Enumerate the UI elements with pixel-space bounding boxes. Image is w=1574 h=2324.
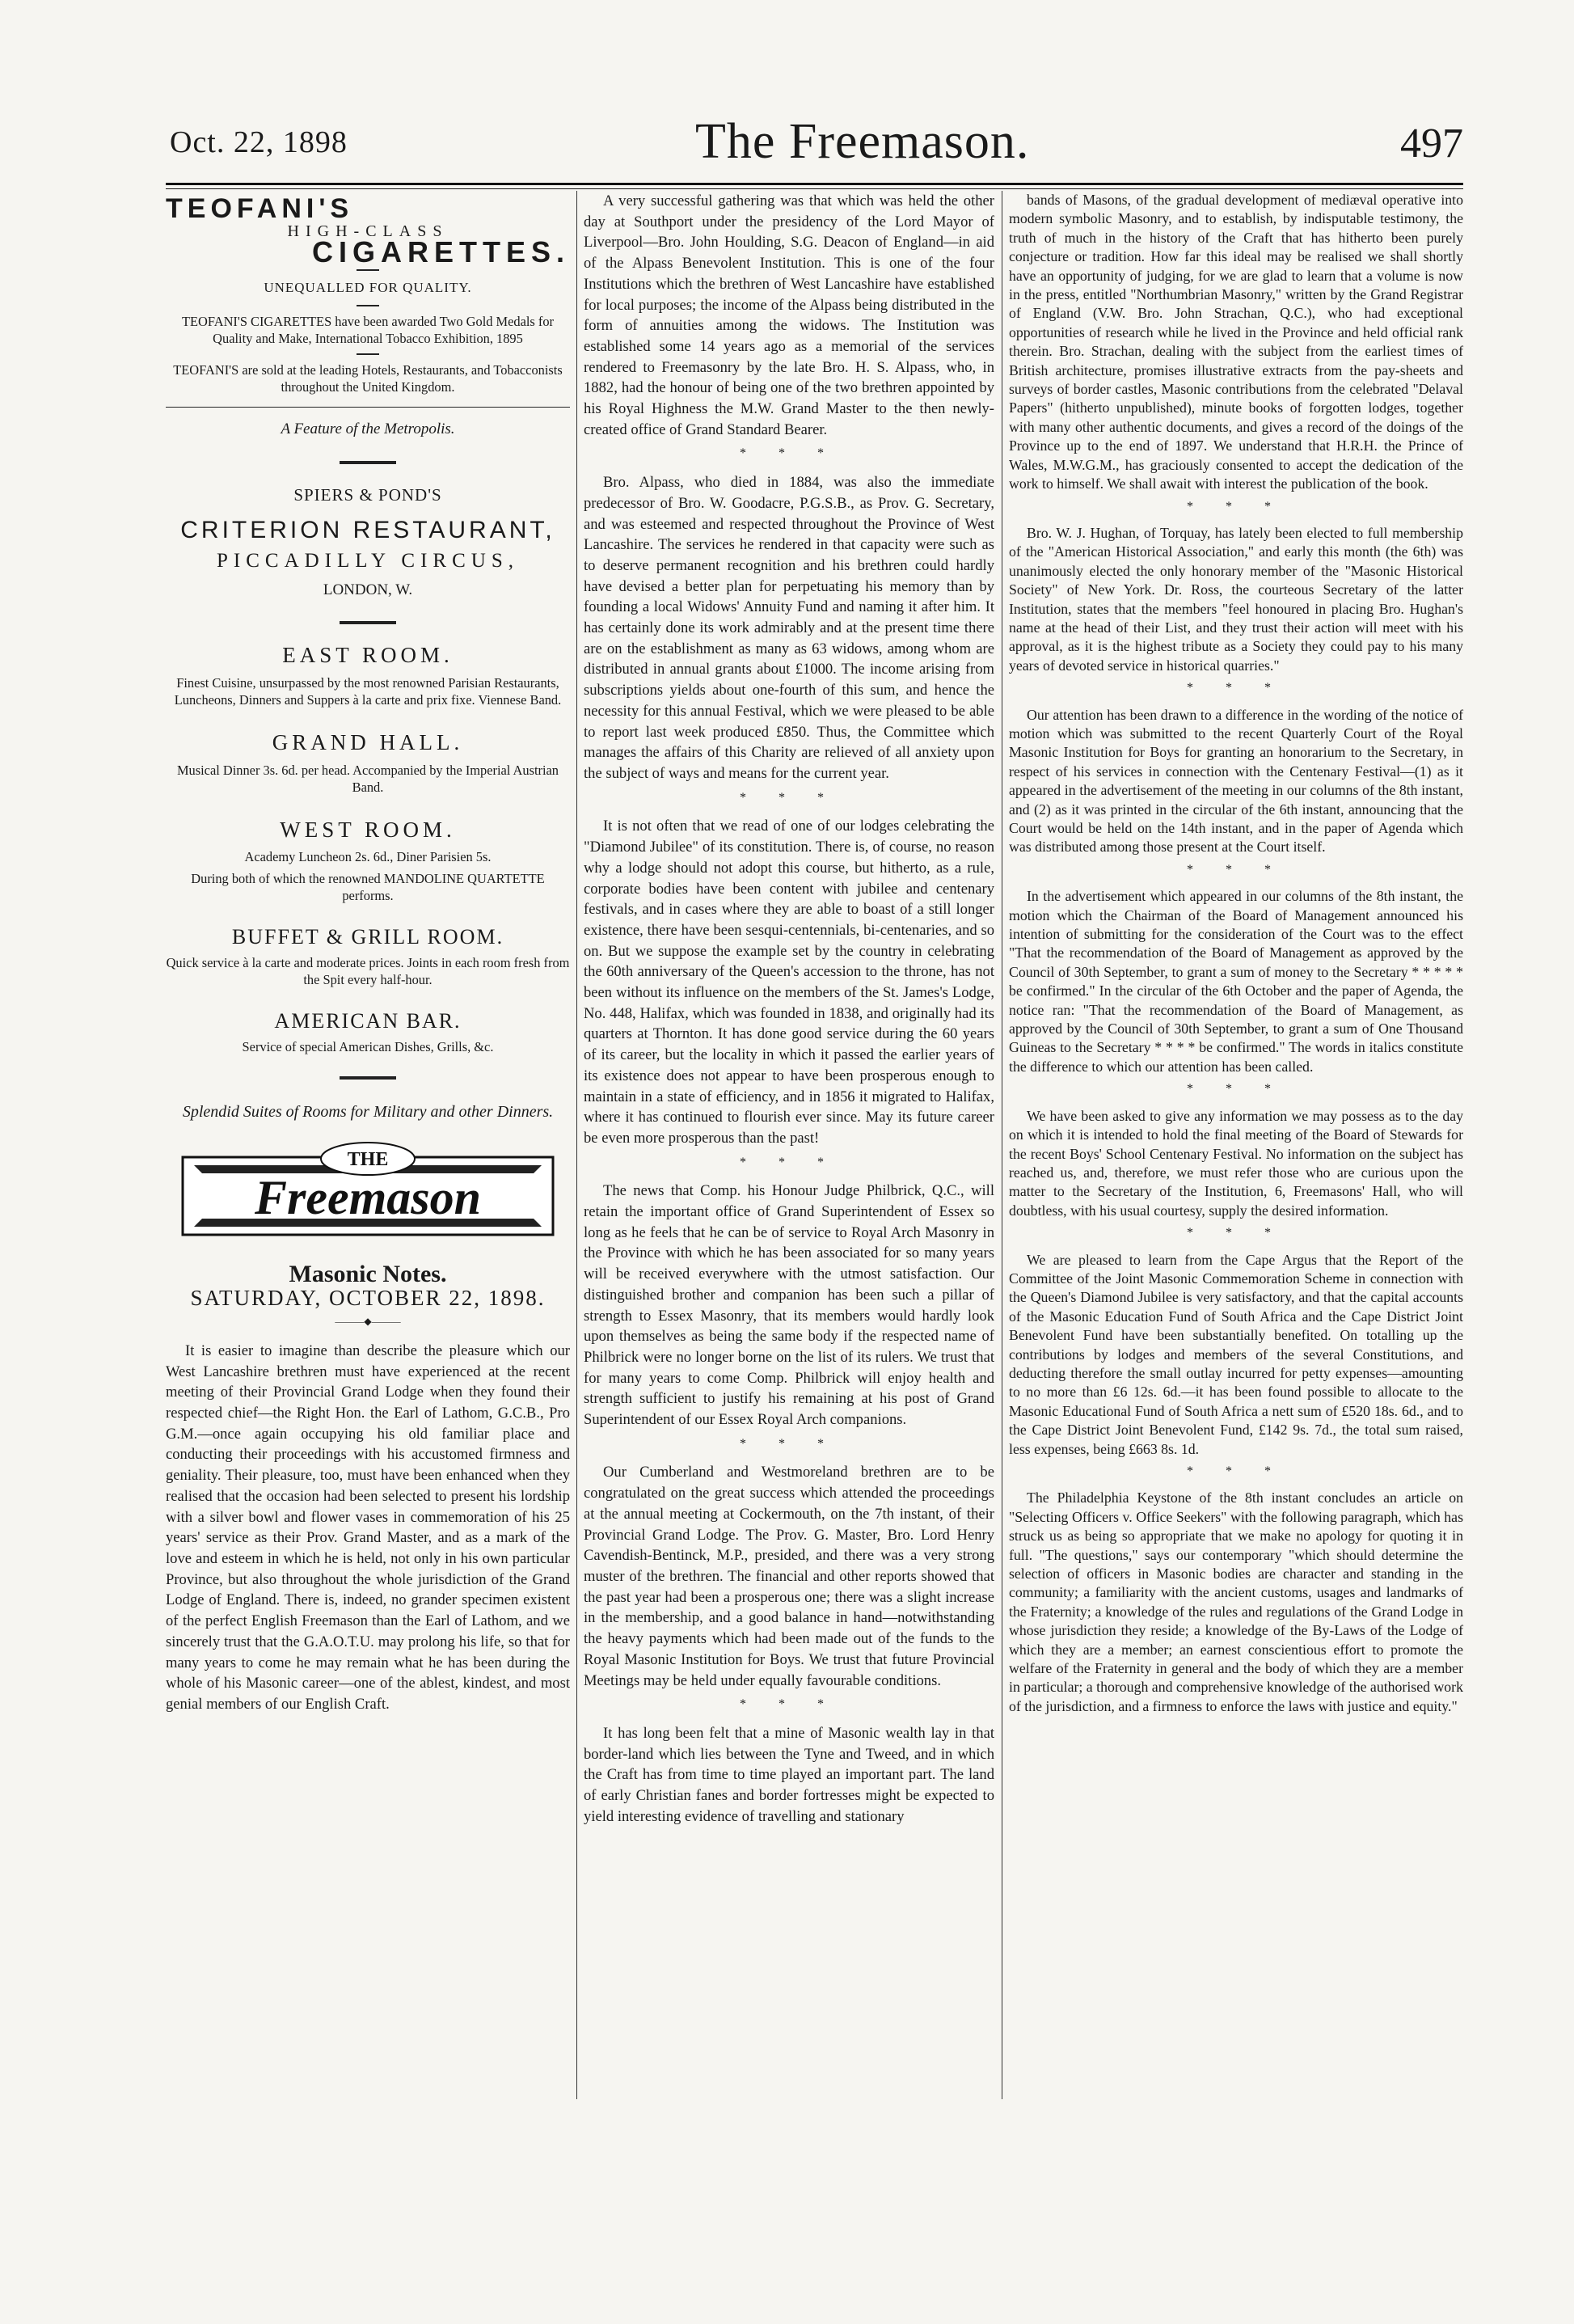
article-paragraph: In the advertisement which appeared in our columns of the 8th instant, the motion which the Chairman of the Board of Management announced his intention of submitting for the consideration of the Court was to the effect "That the recommendation of the Board of Management as approved by the Council of 30th September, to grant a sum of money to the Secretary * * * * * be confirmed." In the circular of the 6th October and the paper of Agenda, the notice ran: "That the recommendation of the Board of Management, as approved by the Council of 30th September, to grant a sum of One Thousand Guineas to the Secretary * * * * be confirmed." The words in italics constitute the difference to which our attention has been called. xyxy=(1009,888,1463,1075)
section-title: Masonic Notes. xyxy=(289,1260,447,1287)
paragraph-separator: * * * xyxy=(1187,862,1285,877)
column-3 xyxy=(1009,191,1463,1718)
teofani-tagline: UNEQUALLED FOR QUALITY. xyxy=(264,280,472,296)
article-paragraph: A very successful gathering was that which was held the other day at Southport under the presidency of the Lord Mayor of Liverpool—Bro. John Houlding, S.G. Deacon of England—in aid of the Alpass Benevolent Institution. This is one of the four Institutions which the brethren of West Lancashire have established for local purposes; the income of the Alpass being distributed in the form of annuities among the widows. The Institution was established some 14 years ago as a memorial of the services rendered to Freemasonry by the late Bro. H. S. Alpass, who, in 1882, had the honour of being one of the two brethren appointed by his Royal Highness the M.W. Grand Master to the then newly-created office of Grand Standard Bearer. xyxy=(584,192,994,438)
west-room-desc-1: Academy Luncheon 2s. 6d., Diner Parisien 5s. xyxy=(244,849,492,865)
suites-caption: Splendid Suites of Rooms for Military and other Dinners. xyxy=(182,1102,554,1121)
article-paragraph: The news that Comp. his Honour Judge Philbrick, Q.C., will retain the important office of Grand Superintendent of Essex so long as he feels that he can be of service to Royal Arch Masonry in the Province with which he has been associated for so many years will be received everywhere with the utmost satisfaction. Our distinguished brother and companion has been such a pillar of strength to Essex Masonry, that its members would hardly look upon themselves as being the same body if the respected name of Philbrick were no longer borne on the list of its rulers. We trust that for many years to come Comp. Philbrick will enjoy health and strength sufficient to justify his remaining at his post of Grand Superintendent of our Essex Royal Arch companions. xyxy=(584,1182,994,1429)
east-room-heading: EAST ROOM. xyxy=(282,643,454,668)
section-date: SATURDAY, OCTOBER 22, 1898. xyxy=(190,1285,546,1310)
page-number: 497 xyxy=(1400,120,1463,167)
issue-date: Oct. 22, 1898 xyxy=(170,125,348,159)
article-paragraph: We have been asked to give any information we may possess as to the day on which it is intended to hold the final meeting of the Board of Stewards for the recent Boys' School Centenary Festival. No information on the subject has reached us, and, therefore, we must refer those who are curious upon the matter to the Secretary of the Institution, 6, Freemasons' Hall, who will doubtless, with his usual courtesy, supply the desired information. xyxy=(1009,1107,1463,1219)
divider xyxy=(357,353,379,355)
logo-the-text: THE xyxy=(347,1148,389,1170)
masonic-notes-col3 xyxy=(1009,191,1463,1716)
paragraph-separator: * * * xyxy=(740,1697,838,1712)
article-paragraph: It is easier to imagine than describe the pleasure which our West Lancashire brethren must have experienced at the recent meeting of their Provincial Grand Lodge when they found their respected chief—the Right Hon. the Earl of Lathom, G.C.B., Pro G.M.—once again occupying his old familiar place and conducting their proceedings with his accustomed firmness and geniality. Their pleasure, too, must have been enhanced when they realised that the occasion had been selected to present his lordship with a silver bowl and flower vases in commemoration of his 25 years' service as their Prov. Grand Master, and as a mark of the love and esteem in which he is held, not only in his own particular Province, but also throughout the whole jurisdiction of the Grand Lodge of England. There is, indeed, no grander specimen existent of the perfect English Freemason than the Earl of Lathom, and we sincerely trust that the G.A.O.T.U. may prolong his life, so that for many years to come he may remain what he has been during the whole of his Masonic career—one of the ablest, kindest, and most genial members of our English Craft. xyxy=(166,1342,570,1713)
article-paragraph: It is not often that we read of one of our lodges celebrating the "Diamond Jubilee" of its constitution. There is, of course, no reason why a lodge should not adopt this course, but hitherto, as a rule, corporate bodies have been content with jubilee and centenary festivals, and in cases where they are able to boast of a still longer existence, there have been sesqui-centennials, bi-centenaries, and so on. But we suppose the example set by the country in celebrating the 60th anniversary of the Queen's accession to the throne, has not been without its influence on the members of the St. James's Lodge, No. 448, Halifax, which was founded in 1838, and originally had its quarters at Thornton. It has done good service during the 60 years of its career, but the locality in which it passed the earlier years of its existence does not appear to have been prosperous enough to maintain in a state of efficiency, and in 1856 it migrated to Halifax, where it has continued to flourish ever since. May its future career be even more prosperous than the past! xyxy=(584,818,994,1147)
divider xyxy=(340,621,396,624)
west-room-desc-2: During both of which the renowned MANDOLINE QUARTETTE performs. xyxy=(191,871,545,904)
ad-separator xyxy=(166,407,570,408)
paragraph-separator: * * * xyxy=(1187,1464,1285,1478)
teofani-awards: TEOFANI'S CIGARETTES have been awarded Two Gold Medals for Quality and Make, International Tobacco Exhibition, 1895 xyxy=(181,313,555,346)
buffet-desc: Quick service à la carte and moderate prices. Joints in each room fresh from the Spit every half-hour. xyxy=(166,955,570,988)
article-paragraph: Bro. W. J. Hughan, of Torquay, has lately been elected to full membership of the "American Historical Association," and early this month (the 6th) was unanimously elected the only honorary member of the "Masonic Historical Society" of New York. Dr. Ross, the courteous Secretary of the latter Institution, states that the members "feel honoured in placing Bro. Hughan's name at the head of their List, and they trust their action will meet with his approval, as it is the highest tribute as a Society they could pay to his many years of devoted service in historical quarries." xyxy=(1009,524,1463,674)
section-ornament: ———◆——— xyxy=(335,1316,401,1328)
masonic-notes-col1 xyxy=(166,1341,570,1715)
paragraph-separator: * * * xyxy=(740,1155,838,1169)
article-paragraph: Our Cumberland and Westmoreland brethren are to be congratulated on the great success which attended the proceedings at the annual meeting at Cockermouth, on the 7th instant, of their Provincial Grand Lodge. The Prov. G. Master, Bro. Lord Henry Cavendish-Bentinck, M.P., presided, and there was a very strong muster of the brethren. The financial and other reports showed that the past year had been a prosperous one; there was a slight increase in the membership, and a good balance in hand—notwithstanding the heavy payments which had been made out of the funds to the Royal Masonic Institution for Boys. We trust that future Provincial Meetings may be held under equally favourable conditions. xyxy=(584,1464,994,1689)
east-room-desc: Finest Cuisine, unsurpassed by the most renowned Parisian Restaurants, Luncheons, Dinners and Suppers à la carte and prix fixe. Viennese Band. xyxy=(174,675,562,708)
article-paragraph: We are pleased to learn from the Cape Argus that the Report of the Committee of the Joint Masonic Commemoration Scheme in connection with the Queen's Diamond Jubilee is very satisfactory, and that the capital accounts of the Masonic Education Fund of South Africa and the Cape District Joint Benevolent Fund have been substantially benefited. On totalling up the contributions by lodges and members of the several Constitutions, and deducting therefore the small outlay incurred for petty expenses—amounting to no more than £6 12s. 6d.—it has been found possible to allocate to the Masonic Educational Fund of South Africa a nett sum of £520 18s. 6d., and to the Cape District Joint Benevolent Fund, £142 9s. 7d., the total sum raised, less expenses, being £663 8s. 1d. xyxy=(1009,1251,1463,1457)
paragraph-separator: * * * xyxy=(1187,1082,1285,1097)
grand-hall-desc: Musical Dinner 3s. 6d. per head. Accompanied by the Imperial Austrian Band. xyxy=(176,762,559,795)
paragraph-separator: * * * xyxy=(740,790,838,805)
teofani-sold: TEOFANI'S are sold at the leading Hotels, Restaurants, and Tobacconists throughout the United Kingdom. xyxy=(173,361,563,395)
buffet-heading: BUFFET & GRILL ROOM. xyxy=(231,925,504,949)
newspaper-title: The Freemason. xyxy=(695,114,1030,169)
criterion-restaurant: CRITERION RESTAURANT, xyxy=(180,517,555,544)
paragraph-separator: * * * xyxy=(1187,681,1285,695)
divider xyxy=(357,305,379,306)
divider xyxy=(340,461,396,464)
article-paragraph: The Philadelphia Keystone of the 8th instant concludes an article on "Selecting Officers v. Office Seekers" with the following paragraph, which has struck us as being so appropriate that we make no apology for quoting it in full. "The questions," says our contemporary "which should determine the selection of officers in Masonic bodies are character and standing in the community; a familiarity with the ancient customs, usages and landmarks of the Fraternity; a knowledge of the rules and regulations of the Grand Lodge in whose jurisdiction they reside; a knowledge of the By-Laws of the Lodge of which they are a member; an earnest conscientious effort to promote the welfare of the Fraternity in general and the body of which they are a member in particular; a thorough and comprehensive knowledge of the authorised work of the jurisdiction, and a firmness to enforce the laws with justice and equity." xyxy=(1009,1489,1463,1714)
divider xyxy=(357,269,379,271)
freemason-logo-image xyxy=(178,1135,558,1256)
article-paragraph: It has long been felt that a mine of Masonic wealth lay in that border-land which lies between the Tyne and Tweed, and in which the Craft has from time to time played an important part. The land of early Christian fanes and border fortresses might be expected to yield interesting evidence of travelling and stationary xyxy=(584,1724,994,1825)
article-paragraph: Our attention has been drawn to a difference in the wording of the notice of motion which was submitted to the recent Quarterly Court of the Royal Masonic Institution for Boys for granting an honorarium to the Secretary, in respect of his services in connection with the Centenary Festival—(1) as it appeared in the advertisement of the meeting in our columns of the 8th instant, and (2) as it was printed in the circular of the 6th instant, announcing that the Court would be held on the 14th instant, and in the paper of Agenda which was distributed among those present at the Court itself. xyxy=(1009,706,1463,856)
london-w: LONDON, W. xyxy=(323,581,413,598)
article-paragraph: Bro. Alpass, who died in 1884, was also the immediate predecessor of Bro. W. Goodacre, P.G.S.B., as Prov. G. Secretary, and was esteemed and respected throughout the Province of West Lancashire. The services he rendered in that capacity were such as to deserve permanent recognition and his brethren could hardly have devised a better plan for perpetuating his memory than by founding a local Widows' Annuity Fund and naming it after him. It has certainly done its work admirably and at the present time there are on the establishment as many as 63 widows, among whom are distributed in annual grants about £1000. The income arising from subscriptions yields about one-fourth of this sum, and hence the necessity for this annual Festival, which we were pleased to be able to report last week produced £850. Thus, the Committee which manages the affairs of this Charity are relieved of all anxiety upon the subject of ways and means for the current year. xyxy=(584,474,994,782)
column-divider-1 xyxy=(576,191,577,2099)
teofani-subtitle: HIGH-CLASS xyxy=(287,222,449,240)
paragraph-separator: * * * xyxy=(1187,499,1285,513)
piccadilly-circus: PICCADILLY CIRCUS, xyxy=(217,549,519,572)
paragraph-separator: * * * xyxy=(740,446,838,461)
freemason-logo xyxy=(178,1135,558,1256)
american-bar-desc: Service of special American Dishes, Grills, &c. xyxy=(242,1038,494,1054)
teofani-product: CIGARETTES. xyxy=(311,235,570,269)
divider xyxy=(340,1076,396,1080)
masonic-notes-col2 xyxy=(584,191,994,1827)
masthead-rule-thin xyxy=(166,188,1463,189)
article-paragraph: bands of Masons, of the gradual development of mediæval operative into modern symbolic Masonry, and to establish, by indisputable testimony, the truth of much in the history of the Craft that has hitherto been purely conjecture or tradition. How far this ideal may be realised we shall shortly have an opportunity of judging, for we are glad to learn that a volume is now in the press, entitled "Northumbrian Masonry," written by the Grand Registrar of England (V.W. Bro. John Strachan, Q.C.), who had exceptional opportunities of research while he lived in the Province and held official rank therein. Bro. Strachan, dealing with the subject from the earliest times of British architecture, promises illustrative extracts from the pay-sheets and surveys of border castles, Masonic contributions from the celebrated "Delaval Papers" (hitherto unpublished), minute books of forgotten lodges, together with many other authentic documents, and gives a record of the doings of the Province up to the end of 1897. We understand that H.R.H. the Prince of Wales, M.W.G.M., has graciously consented to accept the dedication of the work to himself. We shall await with interest the publication of the book. xyxy=(1009,192,1463,492)
column-2 xyxy=(584,191,994,1830)
american-bar-heading: AMERICAN BAR. xyxy=(274,1009,462,1033)
grand-hall-heading: GRAND HALL. xyxy=(272,730,464,755)
logo-main-text: Freemason xyxy=(254,1170,482,1224)
teofani-title: TEOFANI'S xyxy=(166,193,354,224)
paragraph-separator: * * * xyxy=(740,1436,838,1451)
paragraph-separator: * * * xyxy=(1187,1226,1285,1240)
masthead xyxy=(170,114,1463,176)
masthead-rule xyxy=(166,183,1463,185)
column-1 xyxy=(166,191,570,1718)
west-room-heading: WEST ROOM. xyxy=(280,817,456,842)
spiers-pond: SPIERS & POND'S xyxy=(293,484,442,505)
feature-caption: A Feature of the Metropolis. xyxy=(281,420,455,437)
